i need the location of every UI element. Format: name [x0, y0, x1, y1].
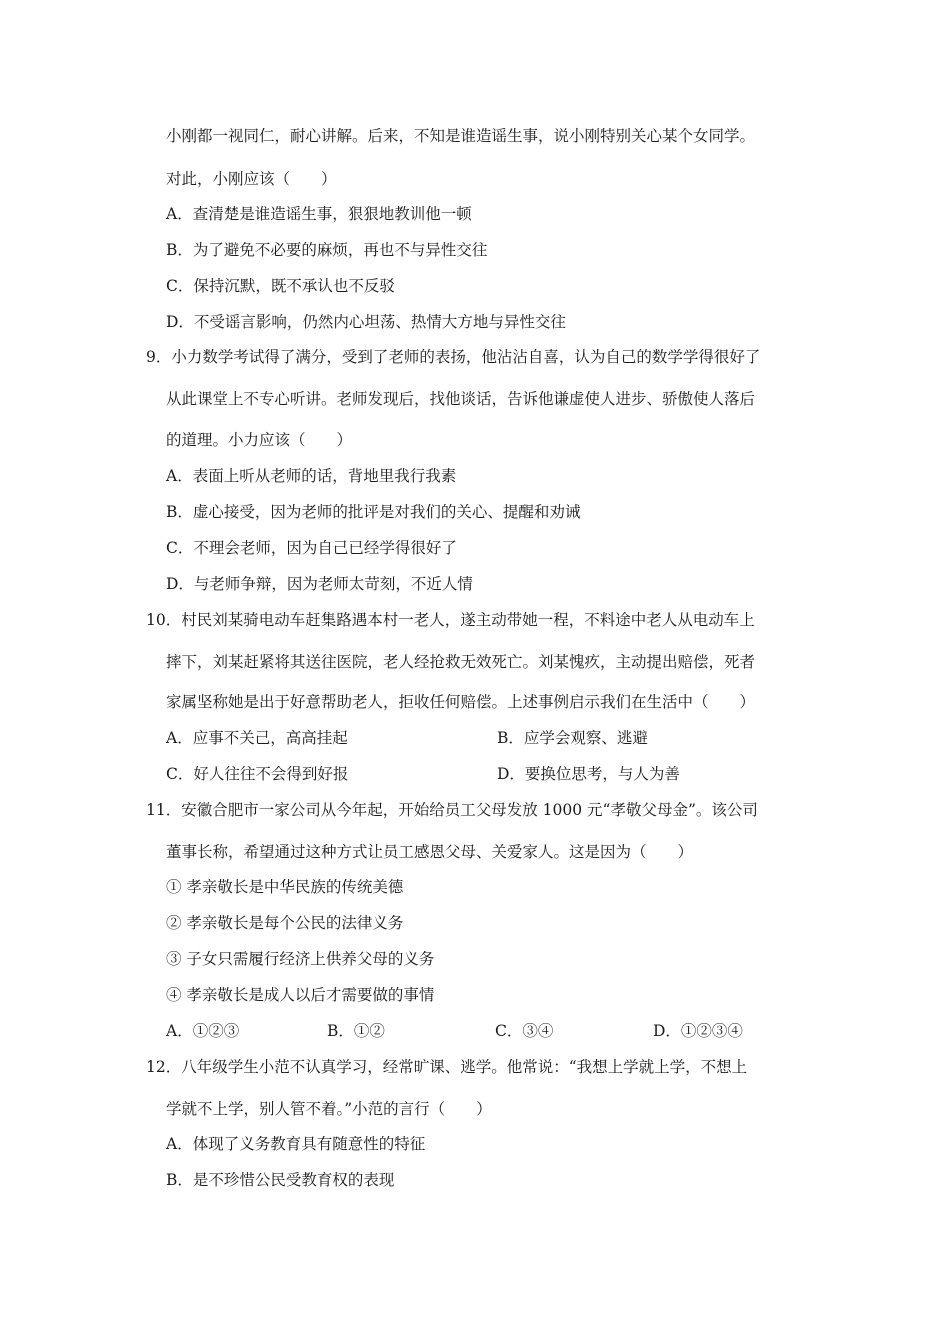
q10-stem-line-2: 摔下，刘某赶紧将其送往医院，老人经抢救无效死亡。刘某愧疚，主动提出赔偿，死者	[166, 653, 756, 671]
q11-stem-line-1: 11．安徽合肥市一家公司从今年起，开始给员工父母发放 1000 元“孝敬父母金”。该公司	[146, 801, 758, 819]
q12-option-b: B．是不珍惜公民受教育权的表现	[166, 1171, 395, 1189]
q10-stem-line-1: 10．村民刘某骑电动车赶集路遇本村一老人，遂主动带她一程，不料途中老人从电动车上	[146, 611, 755, 629]
q8-option-a: A．查清楚是谁造谣生事，狠狠地教训他一顿	[166, 205, 472, 223]
q9-stem-line-2: 从此课堂上不专心听讲。老师发现后，找他谈话，告诉他谦虚使人进步、骄傲使人落后	[166, 390, 756, 408]
q8-stem-line-1: 小刚都一视同仁，耐心讲解。后来，不知是谁造谣生事，说小刚特别关心某个女同学。	[166, 127, 756, 145]
q9-option-d: D．与老师争辩，因为老师太苛刻，不近人情	[166, 575, 473, 593]
q11-option-b: B．①②	[327, 1022, 385, 1040]
q9-stem-line-3: 的道理。小力应该（ ）	[166, 431, 353, 449]
q12-option-a: A．体现了义务教育具有随意性的特征	[166, 1135, 426, 1153]
q11-option-a: A．①②③	[166, 1022, 240, 1040]
q12-stem-line-2: 学就不上学，别人管不着。”小范的言行（ ）	[166, 1100, 492, 1118]
q10-stem-line-3: 家属坚称她是出于好意帮助老人，拒收任何赔偿。上述事例启示我们在生活中（ ）	[166, 693, 756, 711]
q9-stem-line-1: 9．小力数学考试得了满分，受到了老师的表扬，他沾沾自喜，认为自己的数学学得很好了	[146, 348, 761, 366]
q11-statement-3: ③ 子女只需履行经济上供养父母的义务	[166, 950, 435, 968]
q10-option-c: C．好人往往不会得到好报	[166, 765, 349, 783]
q8-option-d: D．不受谣言影响，仍然内心坦荡、热情大方地与异性交往	[166, 313, 566, 331]
q10-option-d: D．要换位思考，与人为善	[497, 765, 680, 783]
q8-option-b: B．为了避免不必要的麻烦，再也不与异性交往	[166, 241, 488, 259]
q11-statement-2: ② 孝亲敬长是每个公民的法律义务	[166, 914, 404, 932]
q11-option-d: D．①②③④	[653, 1022, 743, 1040]
q8-stem-line-2: 对此，小刚应该（ ）	[166, 170, 337, 188]
q9-option-a: A．表面上听从老师的话，背地里我行我素	[166, 467, 457, 485]
q11-statement-4: ④ 孝亲敬长是成人以后才需要做的事情	[166, 986, 435, 1004]
q10-option-b: B．应学会观察、逃避	[497, 729, 648, 747]
q9-option-b: B．虚心接受，因为老师的批评是对我们的关心、提醒和劝诫	[166, 503, 581, 521]
q11-option-c: C．③④	[495, 1022, 554, 1040]
q12-stem-line-1: 12．八年级学生小范不认真学习，经常旷课、逃学。他常说：“我想上学就上学，不想上	[146, 1058, 748, 1076]
q11-stem-line-2: 董事长称，希望通过这种方式让员工感恩父母、关爱家人。这是因为（ ）	[166, 843, 694, 861]
q8-option-c: C．保持沉默，既不承认也不反驳	[166, 277, 395, 295]
q9-option-c: C．不理会老师，因为自己已经学得很好了	[166, 539, 457, 557]
q10-option-a: A．应事不关己，高高挂起	[166, 729, 348, 747]
q11-statement-1: ① 孝亲敬长是中华民族的传统美德	[166, 878, 404, 896]
